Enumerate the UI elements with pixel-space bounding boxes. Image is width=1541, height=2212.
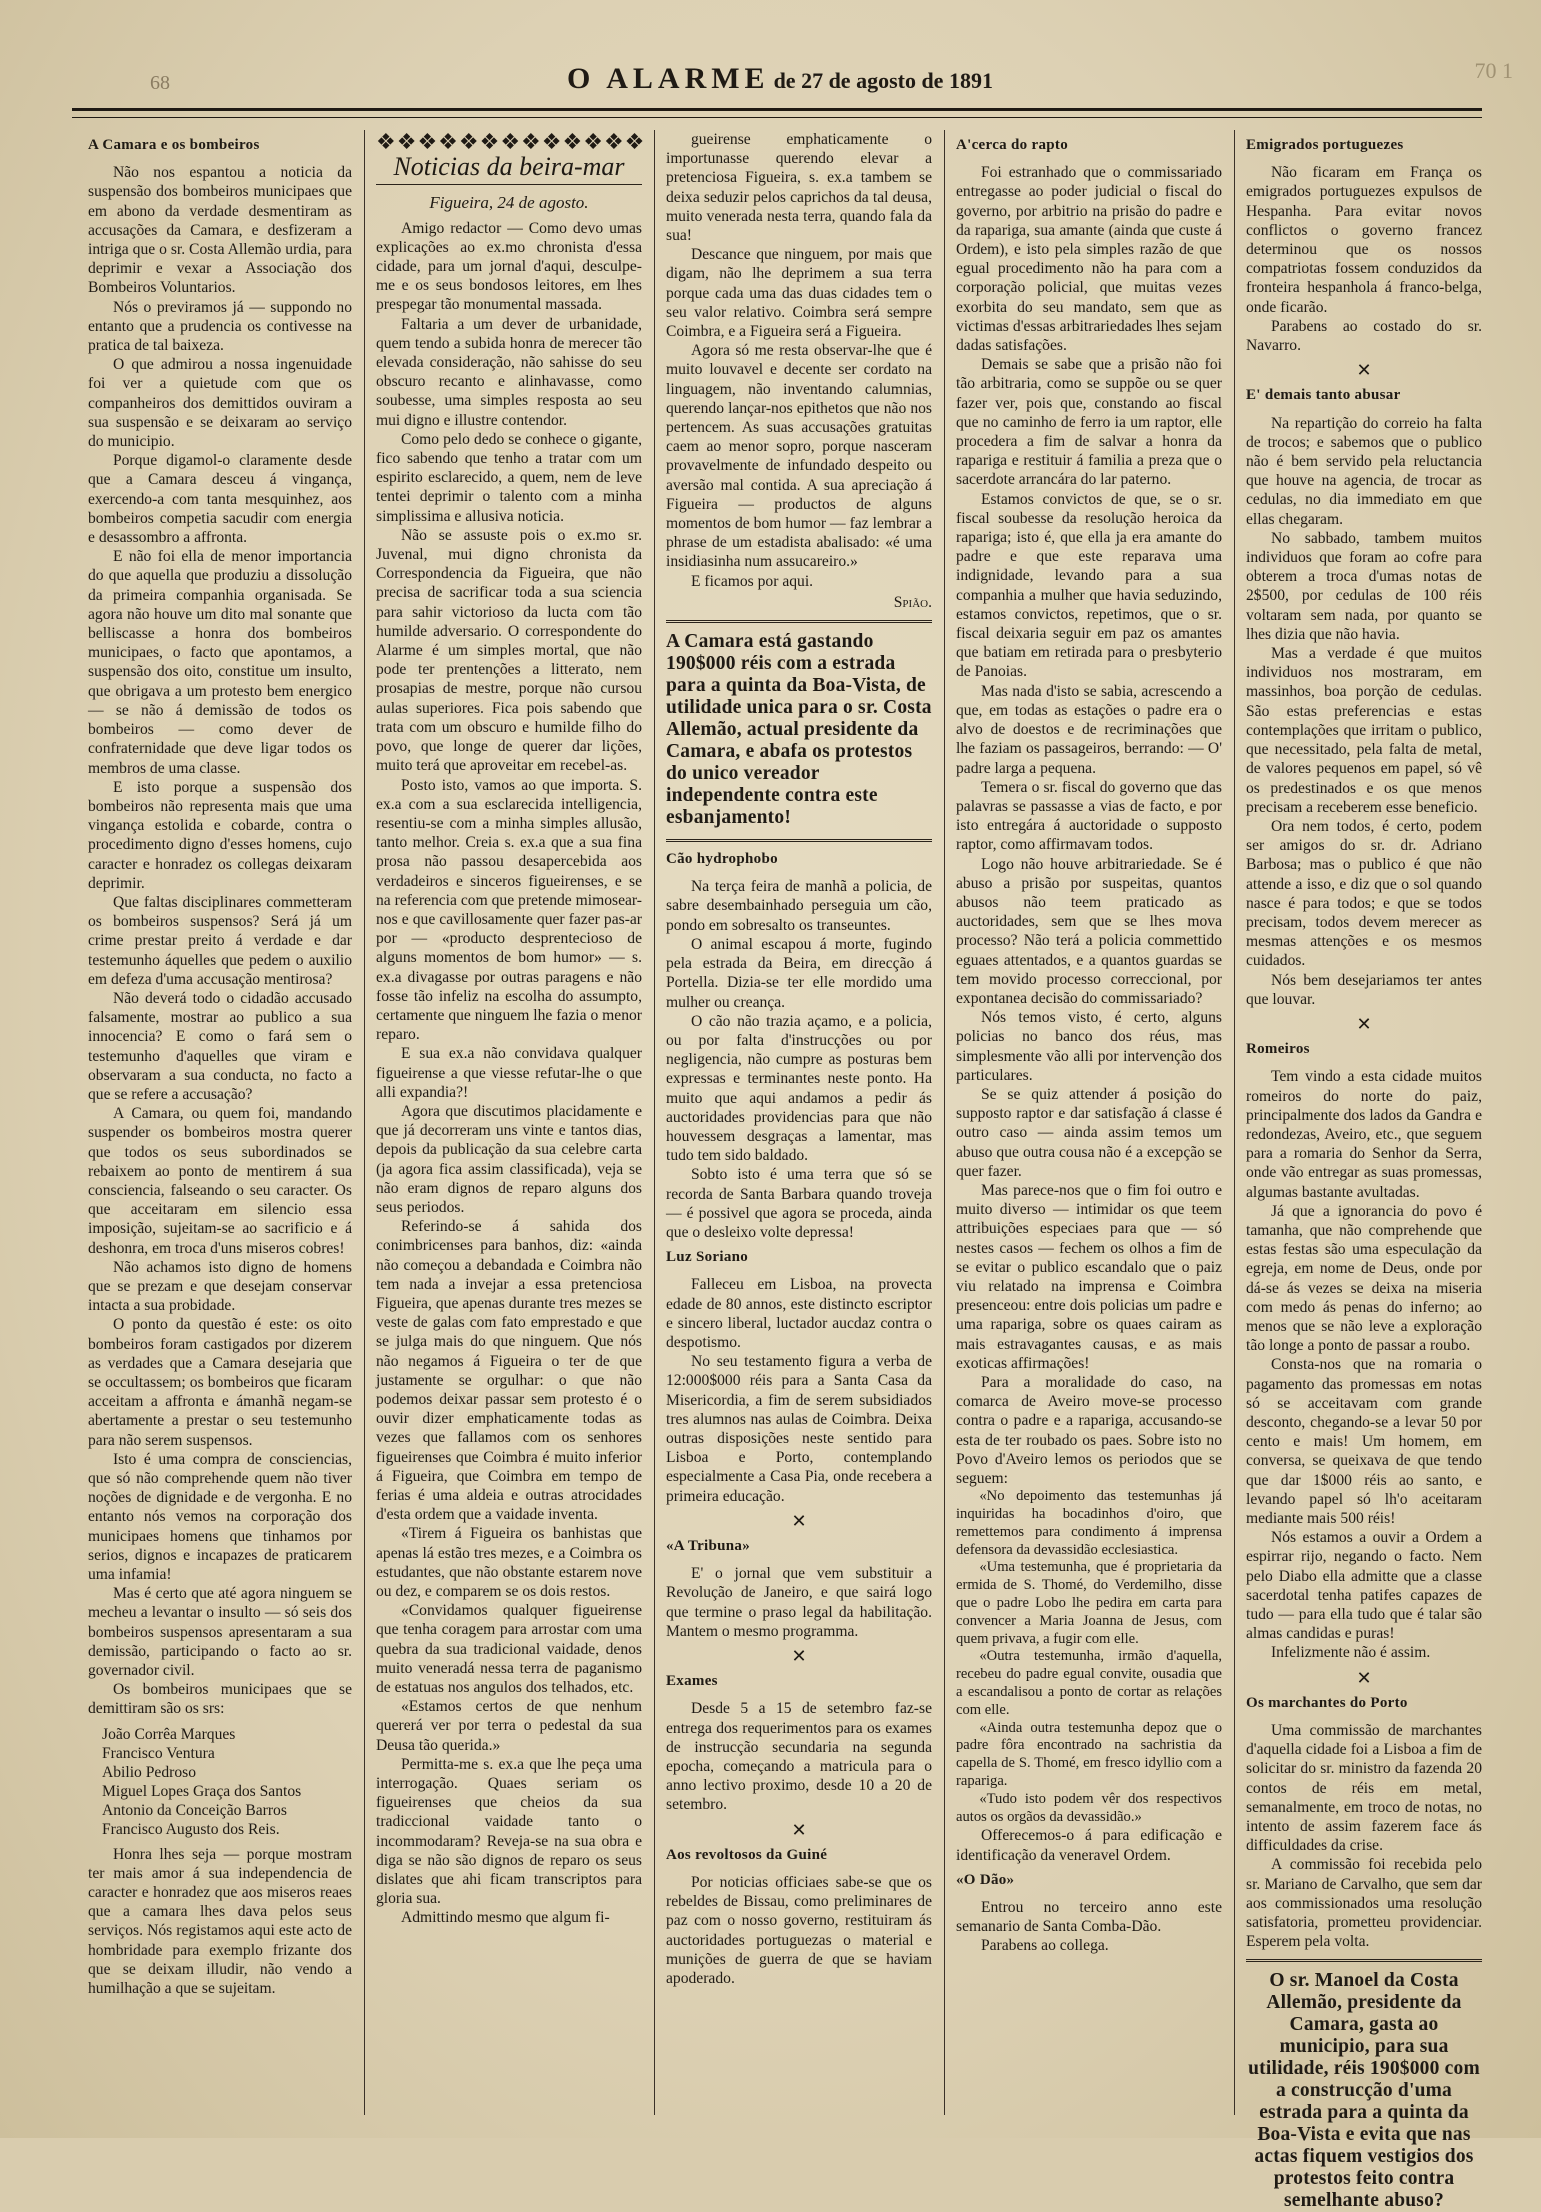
article-body [666, 1564, 932, 1641]
article-heading: Emigrados portuguezes [1246, 137, 1404, 153]
article-paragraph: Porque digamol-o claramente desde que a Camara desceu á vingança, exercendo-a com tanta mesquinhez, aos bombeiros competia sacudir com energia e desassombro a affronta. [88, 452, 352, 547]
masthead [80, 62, 1480, 102]
article-body [666, 1275, 932, 1505]
section-title: Noticias da beira-mar [393, 152, 625, 182]
article-paragraph: gueirense emphaticamente o importunasse querendo elevar a pretenciosa Figueira, s. ex.a tambem se deixa seduzir pelos caprichos da tal deusa, muito venerada nesta terra, quando fala da sua! [666, 131, 932, 245]
issue-date: de 27 de agosto de 1891 [773, 68, 993, 93]
article-paragraph: Agora só me resta observar-lhe que é muito louvavel e decente ser cordato na linguagem, não inventando calumnias, querendo lançar-nos epithetos que não nos pertencem. As suas accusações gratuitas caem ao menor sopro, porque nasceram provavelmente de infundado despeito ou aversão mal contida. A sua apreciação á Figueira — productos de alguns momentos de bom humor — faz lembrar a phrase de um estadista abalisado: «é uma insidiasinha num assucareiro.» [666, 342, 932, 571]
article-paragraph: O animal escapou á morte, fugindo pela estrada da Beira, em direcção á Portella. Dizia-se ter elle mordido uma mulher ou creança. [666, 935, 932, 1011]
article-paragraph: Uma commissão de marchantes d'aquella cidade foi a Lisboa a fim de solicitar do sr. ministro da fazenda 20 contos de réis em metal, semanalmente, em troco de notas, no intento de assim fazerem face ás difficuldades da crise. [1246, 1722, 1482, 1855]
column-rule [1234, 130, 1235, 2115]
article-heading: Luz Soriano [666, 1249, 749, 1266]
article-paragraph: Logo não houve arbitrariedade. Se é abuso a prisão por suspeitas, quantos abusos não teem praticado as auctoridades, sem que se lhes mova processo? Não terá a policia commettido eguaes attentados, e a quantos guardas se tem movido processo correccional, por expontanea decisão do commissariado? [956, 855, 1222, 1007]
article-heading: Romeiros [1246, 1041, 1310, 1058]
dateline: Figueira, 24 de agosto. [429, 193, 589, 213]
article-paragraph: Não nos espantou a noticia da suspensão dos bombeiros municipaes que em abono da verdade desmentiram as accusações da Camara, e desfizeram a intriga que o sr. Costa Allemão urdia, para deprimir e vexar a Associação dos Bombeiros Voluntarios. [88, 164, 352, 297]
article-paragraph: Consta-nos que na romaria o pagamento das promessas em notas só se acceitavam com grande desconto, chegando-se a levar 50 por cento e mais! Um homem, em conversa, se queixava de que tendo que dar 1$000 réis ao santo, e levando papel só lh'o aceitaram mediante mais 500 réis! [1246, 1356, 1482, 1528]
headline-notice: O sr. Manoel da Costa Allemão, presidente da Camara, gasta ao municipio, para sua utilidade, réis 190$000 com a construcção d'uma estrada para a quinta da Boa-Vista e evita que nas actas fiquem vestigios dos protestos feito contra semelhante abuso? [1248, 1970, 1480, 2212]
article-paragraph: Por noticias officiaes sabe-se que os rebeldes de Bissau, como preliminares de paz com o nosso governo, restituiram ás auctoridades portuguezas o material e munições de guerra de que se haviam apoderado. [666, 1874, 932, 1988]
article-paragraph: Parabens ao costado do sr. Navarro. [1246, 317, 1482, 355]
article-paragraph: Amigo redactor — Como devo umas explicações ao ex.mo chronista d'essa cidade, para um jornal d'aqui, desculpe-me e os seus bondosos leitores, em lhes prespegar tão monumental massada. [376, 219, 642, 314]
article-paragraph: E' o jornal que vem substituir a Revolução de Janeiro, e que sairá logo que termine o praso legal da habilitação. Mantem o mesmo programma. [666, 1565, 932, 1640]
column-5 [1238, 130, 1490, 2212]
article-paragraph: Sobto isto é uma terra que só se recorda de Santa Barbara quando troveja — é possivel que agora se proceda, ainda que o desleixo volte depressa! [666, 1166, 932, 1241]
separator-mark: ✕ [791, 1646, 807, 1666]
list-item: Miguel Lopes Graça dos Santos [102, 1782, 302, 1800]
article-paragraph: Na repartição do correio ha falta de trocos; e sabemos que o publico não é bem servido pela reluctancia que houve na agencia, de trocar as cedulas, no dia immediato em que ellas chegaram. [1246, 414, 1482, 528]
article-paragraph: «Outra testemunha, irmão d'aquella, recebeu do padre egual convite, ousadia que a escandalisou a ponto de cortar as relações com elle. [956, 1648, 1222, 1718]
article-paragraph: Isto é uma compra de consciencias, que só não comprehende quem não tiver noções de dignidade e de vergonha. E no entanto nós vemos na corporação dos municipaes homens que tinhamos por serios, dignos e incapazes de praticarem uma infamia! [88, 1450, 352, 1584]
column-3 [658, 130, 940, 2120]
article-paragraph: Foi estranhado que o commissariado entregasse ao poder judicial o fiscal do governo, por arbitrio na prisão do padre e da rapariga, sua amante (ainda que custe á Ordem), e isto pela simples razão de que egual procedimento não ha para com a corporação policial, que muitas vezes exorbita do seu mandato, sem que as victimas d'essas arbitrariedades lhes sejam dadas satisfações. [956, 164, 1222, 355]
article-paragraph: Mas parece-nos que o fim foi outro e muito diverso — intimidar os que teem attribuições especiaes para que — só nestes casos — fechem os olhos a fim de se evitar o publico escandalo que o paiz viu relatado na imprensa e Coimbra presenceou: entre dois policias um padre e uma rapariga, sobre os quaes cairam as mais estravagantes causas, e as mais exoticas affirmações! [956, 1181, 1222, 1372]
article-paragraph: E isto porque a suspensão dos bombeiros não representa mais que uma vingança estolida e cobarde, contra o procedimento digno d'esses homens, cujo caracter e honradez os collegas deixaram deprimir. [88, 778, 352, 892]
article-paragraph: E sua ex.a não convidava qualquer figueirense a que viesse refutar-lhe o que alli expandia?! [376, 1045, 642, 1101]
separator-mark: ✕ [1356, 1667, 1372, 1688]
list-item: Abilio Pedroso [102, 1763, 196, 1781]
article-paragraph: «Tirem á Figueira os banhistas que apenas lá estão tres mezes, e a Coimbra os estudantes, que não obstante estarem nove ou dez, e comparem se os dois restos. [376, 1525, 642, 1601]
article-paragraph: Nós bem desejariamos ter antes que louvar. [1246, 971, 1482, 1008]
column-rule [654, 130, 655, 2115]
headline-notice: A Camara está gastando 190$000 réis com a estrada para a quinta da Boa-Vista, de utilidade unica para o sr. Costa Allemão, actual presidente da Camara, e abafa os protestos do unico vereador independente contra este esbanjamento! [666, 631, 932, 829]
separator-mark: ✕ [1356, 1013, 1372, 1034]
separator-mark: ✕ [1356, 360, 1372, 381]
article-body [666, 1873, 932, 1988]
article-paragraph: E ficamos por aqui. [690, 572, 814, 590]
separator-mark: ✕ [791, 1510, 807, 1531]
divider [666, 620, 932, 623]
article-paragraph: Referindo-se á sahida dos conimbricenses para banhos, diz: «ainda não começou a debandada e Coimbra não tem nada a invejar a essa pretenciosa Figueira, que apenas durante tres mezes se veste de galas com fato emprestado e que se julga mais do que ninguem. Que nós não negamos á Figueira o ter de que justamente se orgulhar: o que não podemos deixar passar sem protesto é o ouvir dizer emphaticamente todas as vezes que fallamos com os senhores figueirenses que Coimbra é muito inferior á Figueira, que Coimbra em tempo de ferias é uma aldeia e outras atrocidades d'esta ordem que a vaidade inventa. [376, 1218, 642, 1524]
article-body [956, 163, 1222, 1488]
divider [376, 184, 642, 185]
article-paragraph: Parabens ao collega. [980, 1937, 1109, 1955]
article-paragraph: O que admirou a nossa ingenuidade foi ver a quietude com que os companheiros dos demittidos ouviram a sua suspensão e se deixaram ao serviço do municipio. [88, 356, 352, 451]
article-heading: Cão hydrophobo [666, 851, 778, 868]
article-paragraph: Na terça feira de manhã a policia, de sabre desembainhado perseguia um cão, pondo em sobresalto os transeuntes. [666, 878, 932, 934]
article-heading: A'cerca do rapto [956, 137, 1068, 153]
article-paragraph: Não se assuste pois o ex.mo sr. Juvenal, mui digno chronista da Correspondencia da Figueira, que não precisa de sacrificar toda a sua sciencia para sahir victorioso da lucta com tão humilde adversario. O correspondente do Alarme é um simples mortal, que não pode ter prentenções a litterato, nem prosapias de mestre, porque não cursou aulas superiores. Fica pois sabendo que trata com um obscuro e humilde filho do povo, que longe de querer dar lições, muito terá que aproveitar em recebel-as. [376, 526, 642, 775]
article-paragraph: Mas é certo que até agora ninguem se mecheu a levantar o insulto — só seis dos bombeiros suspensos apresentaram a sua demissão, participando o facto ao sr. governador civil. [88, 1585, 352, 1680]
article-paragraph: «Ainda outra testemunha depoz que o padre fôra encontrado na sachristia da capella de S. Thomé, em fresco idyllio com a rapariga. [956, 1719, 1222, 1789]
article-paragraph: Como pelo dedo se conhece o gigante, fico sabendo que tenho a tratar com um espirito esclarecido, a quem, nem de leve tentei deprimir o talento com a minha simplissima e allusiva noticia. [376, 430, 642, 525]
article-paragraph: A commissão foi recebida pelo sr. Mariano de Carvalho, que sem dar aos commissionados uma resolução satisfatoria, prometteu providenciar. Esperem pela volta. [1246, 1856, 1482, 1951]
article-paragraph: O ponto da questão é este: os oito bombeiros foram castigados por dizerem as verdades que a Camara desejaria que se occultassem; os bombeiros que ficaram acceitam a affronta e ámanhã negam-se abertamente a prestar o seu testemunho para não serem suspensos. [88, 1316, 352, 1449]
column-rule [944, 130, 945, 2115]
article-paragraph: Posto isto, vamos ao que importa. S. ex.a com a sua esclarecida intelligencia, resentiu-se com a minha simples allusão, tanto melhor. Creia s. ex.a que a sua fina prosa não passou desapercebida aos verdadeiros e sinceros figueirenses, e se na referencia com que pretende mimosear-nos e que cavillosamente quer fazer pas-ar por — «producto desprentecioso de alguns momentos de bom humor» — s. ex.a divagasse por outras paragens e não fosse tão infeliz na escolha do assumpto, certamente que ninguem lhe fazia o menor reparo. [376, 776, 642, 1044]
article-paragraph: Nós o previramos já — suppondo no entanto que a prudencia os contivesse na pratica de tal baixeza. [88, 298, 352, 355]
folio-right: 70 1 [1474, 58, 1513, 83]
article-body [376, 219, 642, 1928]
article-heading: Exames [666, 1673, 718, 1690]
article-paragraph: Não deverá todo o cidadão accusado falsamente, mostrar ao publico a sua innocencia? E como o fará sem o testemunho d'aquelles que viram e observaram a sua conducta, no facto a que se refere a accusação? [88, 989, 352, 1103]
divider [1246, 1959, 1482, 1962]
article-paragraph: Que faltas disciplinares commetteram os bombeiros suspensos? Será já um crime prestar preito á verdade e dar testemunho áquelles que pedem o auxilio em defeza d'uma accusação mentirosa? [88, 893, 352, 988]
article-paragraph: Não achamos isto digno de homens que se prezam e que desejam conservar intacta a sua probidade. [88, 1258, 352, 1315]
article-body [88, 163, 352, 1718]
article-paragraph: Os bombeiros municipaes que se demittiram são os srs: [88, 1681, 352, 1718]
separator-mark: ✕ [791, 1819, 807, 1840]
newspaper-title: O ALARME [567, 62, 770, 95]
article-paragraph: No seu testamento figura a verba de 12:000$000 réis para a Santa Casa da Misericordia, a fim de serem subsidiados tres alumnos nas aulas de Coimbra. Deixa outras disposições neste sentido para Lisboa e Porto, contemplando especialmente a Casa Pia, onde recebera a primeira educação. [666, 1353, 932, 1505]
article-heading: E' demais tanto abusar [1246, 387, 1401, 404]
article-paragraph: Mas a verdade é que muitos individuos nos mostraram, em massinhos, boa porção de cedulas. São estas preferencias e estas contemplações que irritam o publico, que necessitado, pela falta de metal, de valores pequenos em papel, só vê os predestinados e os que menos precisam a receberem esse beneficio. [1246, 645, 1482, 816]
article-paragraph: No sabbado, tambem muitos individuos que foram ao cofre para obterem a troca d'umas notas de 2$500, por cedulas de 100 réis voltaram sem nada, por quanto se lhes dizia que não havia. [1246, 529, 1482, 643]
article-paragraph: Desde 5 a 15 de setembro faz-se entrega dos requerimentos para os exames de instrucção secundaria na segunda epocha, começando a matricula para o anno lectivo proximo, desde 10 a 20 de setembro. [666, 1700, 932, 1814]
article-paragraph: Nós temos visto, é certo, alguns policias no banco dos réus, mas simplesmente vão alli por intervenção dos particulares. [956, 1009, 1222, 1084]
article-paragraph: «Uma testemunha, que é proprietaria da ermida de S. Thomé, do Verdemilho, disse que o padre Lobo lhe pedira em carta para convencer a Maria Joanna de Jesus, com quem privava, a fugir com elle. [956, 1559, 1222, 1647]
article-paragraph: Faltaria a um dever de urbanidade, quem tendo a subida honra de merecer tão elevada consideração, não sahisse do seu obscuro recanto e alinhavasse, como soubesse, uma simples resposta ao seu mui digno e illustre contendor. [376, 315, 642, 429]
article-body [1246, 163, 1482, 355]
divider [666, 839, 932, 842]
article-body [666, 1699, 932, 1814]
article-paragraph: Se se quiz attender á posição do supposto raptor e dar satisfação á classe é outro caso — ainda assim temos um abuso que outra cousa não é a excepção se quer fazer. [956, 1085, 1222, 1180]
article-body [1246, 414, 1482, 1009]
list-item: Francisco Ventura [102, 1744, 215, 1762]
masthead-rule [72, 108, 1482, 118]
article-paragraph: Mas nada d'isto se sabia, acrescendo a que, em todas as estações o padre era o alvo de doestos e de recriminações que lhe faziam os passageiros, berrando: — O' padre larga a pequena. [956, 682, 1222, 777]
list-item: Francisco Augusto dos Reis. [102, 1820, 280, 1838]
article-paragraph: Ora nem todos, é certo, podem ser amigos do sr. dr. Adriano Barbosa; mas o publico é que não attende a isso, e diz que o sol quando nasce é para todos; e que se todos precisam, todos devem merecer as mesmas attenções e os mesmos cuidados. [1246, 817, 1482, 970]
article-paragraph: Agora que discutimos placidamente e que já decorreram uns vinte e tantos dias, depois da publicação da sua celebre carta (ja agora fica assim classificada), veja se não eram dignos de reparo alguns dos seus periodos. [376, 1102, 642, 1216]
article-paragraph: E não foi ella de menor importancia do que aquella que produziu a dissolução da primeira companhia organisada. Se agora não houve um dito mal sonante que belliscasse a honra dos bombeiros municipaes, o facto que apontamos, a suspensão dos oito, constitue um insulto, que obrigava a um protesto bem energico — se não á demissão de todos os bombeiros — como dever de confraternidade que deve ligar todos os membros de uma classe. [88, 548, 352, 777]
article-paragraph: «Convidamos qualquer figueirense que tenha coragem para arrostar com uma quebra da sua tradicional vaidade, denos muito veneradá nessa terra de paganismo de estatuas nos angulos dos telhados, etc. [376, 1602, 642, 1697]
article-body [1246, 1721, 1482, 1951]
article-paragraph: Honra lhes seja — porque mostram ter mais amor á sua independencia de caracter e honradez que aos miseros reaes que a camara lhes dava pelos seus serviços. Nós registamos aqui este acto de hombridade para exemplo frizante dos que se deixam illudir, não vendo a humilhação a que se sujeitam. [88, 1845, 352, 1998]
article-body [956, 1898, 1222, 1956]
signature: Spião. [893, 593, 932, 611]
article-heading: Os marchantes do Porto [1246, 1694, 1408, 1711]
article-paragraph: Demais se sabe que a prisão não foi tão arbitraria, como se suppõe ou se quer fazer ver, pois que, constando ao fiscal que no caminho de ferro ia um raptor, elle procedera a fim de salvar a honra da rapariga e restituir á familia a preza que o sacerdote arrancára do lar paterno. [956, 356, 1222, 489]
article-paragraph: Descance que ninguem, por mais que digam, não lhe deprimem a sua terra porque cada uma das duas cidades tem o seu valor relativo. Coimbra será sempre Coimbra, e a Figueira será a Figueira. [666, 246, 932, 341]
article-paragraph: Entrou no terceiro anno este semanario de Santa Comba-Dão. [956, 1898, 1222, 1936]
list-item: Antonio da Conceição Barros [102, 1801, 287, 1819]
article-paragraph: Falleceu em Lisboa, na provecta edade de 80 annos, este distincto escriptor e sincero liberal, luctador aucdaz contra o despotismo. [666, 1276, 932, 1351]
article-paragraph: A Camara, ou quem foi, mandando suspender os bombeiros mostra querer que todos os seus subordinados se rebaixem ao ponto de mentirem á sua consciencia, falseando o seu caracter. Os que acceitaram em silencio essa imposição, sujeitam-se ao sacrificio e á deshonra, em troca d'uns miseros cobres! [88, 1105, 352, 1257]
article-heading: «A Tribuna» [666, 1537, 751, 1554]
article-paragraph: Para a moralidade do caso, na comarca de Aveiro move-se processo contra o padre e a rapariga, accusando-se esta de ter roubado os paes. Sobre isto no Povo d'Aveiro lemos os periodos que se seguem: [956, 1374, 1222, 1488]
article-paragraph: Não ficaram em França os emigrados portuguezes expulsos de Hespanha. Para evitar novos conflictos o governo francez determinou que os nossos compatriotas fossem conduzidos da fronteira hespanhola á franco-belga, onde ficarão. [1246, 164, 1482, 316]
article-paragraph: Offerecemos-o á para edificação e identificação da veneravel Ordem. [956, 1827, 1222, 1864]
article-heading: «O Dão» [956, 1871, 1015, 1888]
quoted-passage [956, 1488, 1222, 1826]
column-1 [80, 130, 360, 2120]
article-heading: A Camara e os bombeiros [88, 137, 260, 153]
ornament-border: ❖❖❖❖❖❖❖❖❖❖❖❖❖ [376, 129, 646, 154]
column-4 [948, 130, 1230, 2120]
article-paragraph: Permitta-me s. ex.a que lhe peça uma interrogação. Quaes seriam os figueirenses que cheios da sua tradiccional vaidade tanto o incommodaram? Reveja-se na sua obra e diga se não são dignos de reparo os seus dislates que ahi ficam transcriptos para gloria sua. [376, 1755, 642, 1908]
article-paragraph: Estamos convictos de que, se o sr. fiscal soubesse da resolução heroica da rapariga; isto é, que ella ja era amante do padre e que este reparava uma indignidade, levando para a sua companhia a mulher que havia seduzindo, estamos convictos, repetimos, que o sr. fiscal deixaria seguir em paz os amantes que batiam em retirada para o presbyterio de Panoias. [956, 490, 1222, 681]
article-heading: Aos revoltosos da Guiné [666, 1846, 828, 1863]
article-body [1246, 1067, 1482, 1662]
article-paragraph: Admittindo mesmo que algum fi- [400, 1909, 610, 1927]
list-item: João Corrêa Marques [102, 1725, 236, 1743]
article-body [666, 877, 932, 1242]
article-paragraph: Nós estamos a ouvir a Ordem a espirrar rijo, negando o facto. Nem pelo Diabo ella admitte que a classe sacerdotal tenha patifes capazes de tudo — para ella tudo que é talar são almas candidas e puras! [1246, 1529, 1482, 1643]
article-paragraph: Já que a ignorancia do povo é tamanha, que não comprehende que estas festas são uma especulação da egreja, em nome de Deus, onde por dá-se ás vezes se deixa na miseria com medo ás penas do inferno; ao menos que se não leve a exploração tão longe a ponto de passar a roubo. [1246, 1202, 1482, 1355]
name-list [102, 1725, 352, 1839]
article-paragraph: Temera o sr. fiscal do governo que das palavras se passasse a vias de facto, e por isto entregára á auctoridade o supposto raptor, como affirmavam todos. [956, 778, 1222, 854]
folio-left: 68 [150, 72, 170, 94]
article-paragraph: Infelizmente não é assim. [1270, 1644, 1431, 1662]
article-paragraph: «No depoimento das testemunhas já inquiridas ha bocadinhos d'oiro, que remettemos para condimento á imprensa defensora da devassidão ecclesiastica. [956, 1488, 1222, 1558]
article-paragraph: «Estamos certos de que nenhum quererá ver por terra o pedestal da sua Deusa tão querida.» [376, 1698, 642, 1754]
column-rule [364, 130, 365, 2115]
article-paragraph: Tem vindo a esta cidade muitos romeiros do norte do paiz, principalmente dos lados da Gandra e redondezas, Aveiro, etc., que seguem para a romaria do Senhor da Serra, onde vão entregar as suas promessas, algumas bastante avultadas. [1246, 1068, 1482, 1201]
article-paragraph: «Tudo isto podem vêr dos respectivos autos os orgãos da devassidão.» [956, 1790, 1222, 1825]
article-body [666, 130, 932, 591]
column-2 [368, 130, 650, 2120]
article-paragraph: O cão não trazia açamo, e a policia, ou por falta d'instrucções ou por negligencia, não cumpre as posturas bem expressas e terminantes neste ponto. Ha muito que aqui andamos a pedir ás auctoridades providencias para que não houvessem desgraças a lamentar, mas tudo tem sido baldado. [666, 1012, 932, 1165]
